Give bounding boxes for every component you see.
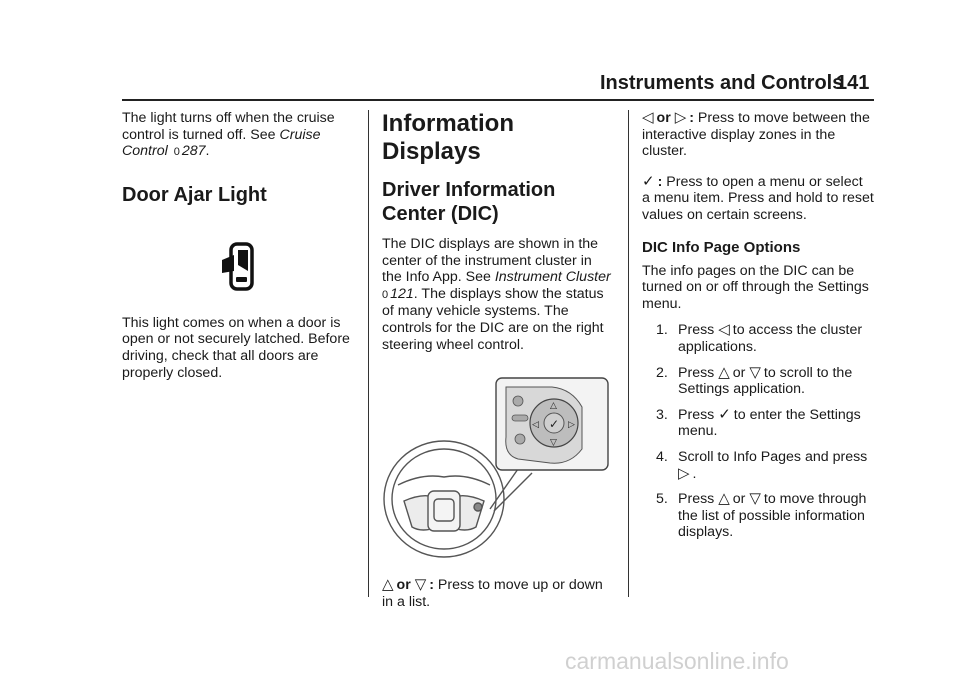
svg-text:△: △ [550,401,557,412]
column-1 [122,110,358,381]
list-item: 4. Scroll to Info Pages and press ▷ . [656,448,868,482]
left-arrow-icon: ◁ [718,321,730,339]
page-ref[interactable]: 287 [181,143,206,160]
svg-text:✓: ✓ [549,417,560,432]
dic-heading: Driver Information Center (DIC) [382,179,556,225]
column-2 [382,110,612,610]
page-ref[interactable]: 121 [390,285,414,302]
door-ajar-heading: Door Ajar Light [122,183,267,206]
cruise-control-link[interactable]: Cruise Control [122,126,321,160]
left-arrow-icon: ◁ [642,109,654,126]
svg-text:▽: ▽ [550,438,557,449]
svg-text:▷: ▷ [568,420,575,431]
list-item: 2. Press △ or ▽ to scroll to the Settings application. [656,363,853,398]
door-ajar-paragraph: This light comes on when a door is open or not securely latched. Before driving, check that all doors are properly closed. [122,314,350,381]
updown-paragraph: △ or ▽ : Press to move up or down in a list. [382,576,603,610]
options-paragraph: The info pages on the DIC can be turned on or off through the Settings menu. [642,262,869,312]
up-arrow-icon: △ [718,490,730,508]
page-header-title: Instruments and Controls [600,72,844,94]
list-item: 1. Press ◁ to access the cluster applications. [656,321,863,355]
leftright-paragraph: ◁ or ▷ : Press to move between the interactive display zones in the cluster. [642,109,870,160]
page-ref-symbol: 0 [173,146,180,159]
dic-info-page-options-heading: DIC Info Page Options [642,238,801,256]
column-3 [642,110,874,550]
door-ajar-icon [218,241,262,293]
dic-paragraph: The DIC displays are shown in the center of the instrument cluster in the Info App. See Instrument Cluster 0 121. The displays show the status of many vehicle systems. The controls for the DIC are on the right steering wheel control. [382,236,611,353]
check-icon: ✓ [642,172,655,190]
information-displays-heading: Information Displays [382,110,514,165]
header-rule [122,99,874,101]
up-arrow-icon: △ [718,363,730,381]
down-arrow-icon: ▽ [414,576,427,594]
list-item: 5. Press △ or ▽ to move through the list of possible information displays. [656,490,867,541]
list-item: 3. Press ✓ to enter the Settings menu. [656,405,861,440]
svg-text:◁: ◁ [532,420,539,431]
steps-list [656,322,874,541]
page-ref-symbol: 0 [382,288,389,301]
right-arrow-icon: ▷ [678,464,690,482]
instrument-cluster-link[interactable]: Instrument Cluster [494,269,611,286]
up-arrow-icon: △ [382,576,394,594]
column-divider [628,110,629,597]
check-paragraph: ✓ : Press to open a menu or select a menu item. Press and hold to reset values on certain screens. [642,172,874,223]
page-number: 141 [836,72,870,94]
down-arrow-icon: ▽ [749,490,761,508]
cruise-paragraph: The light turns off when the cruise control is turned off. See Cruise Control 0 287. [122,110,335,160]
check-icon: ✓ [718,405,731,423]
down-arrow-icon: ▽ [749,363,761,381]
column-divider [368,110,369,597]
watermark: carmanualsonline.info [565,648,789,674]
right-arrow-icon: ▷ [674,109,687,126]
steering-wheel-illustration [382,377,612,563]
